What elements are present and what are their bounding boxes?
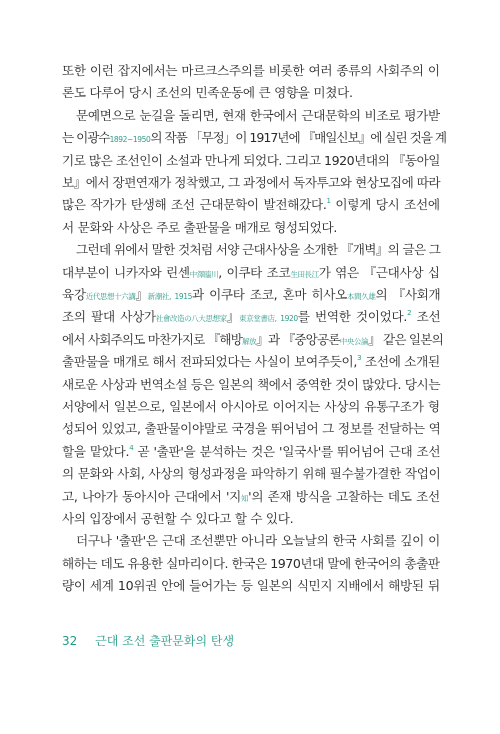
text-run: 』 [135,287,148,302]
text-line [62,463,440,485]
text-run: 사의 입장에서 공헌할 수 있다고 할 수 있다. [62,511,294,526]
text-line [62,194,440,216]
inline-annotation: 東京堂書店, 1920 [239,314,298,324]
footnote-marker: 3 [357,354,362,363]
text-run: 해하는 데도 유용한 실마리이다. 한국은 1970년대 말에 한국어의 총출판 [62,555,440,571]
text-line [62,508,293,530]
text-run: 그런데 위에서 말한 것처럼 서양 근대사상을 소개한 『개벽』의 글은 그 [76,242,441,258]
text-run: 의 문화와 사회, 사상의 형성과정을 파악하기 위해 필수불가결한 작업이 [62,466,441,482]
text-line [62,172,440,194]
page-number: 32 [62,634,78,648]
text-line [62,82,353,104]
inline-annotation: 近代思想十六講 [85,292,136,301]
text-line [62,329,443,351]
text-run: 기로 많은 조선인이 소설과 만나게 되었다. 그리고 1920년대의 『동아일 [62,152,440,168]
running-title: 근대 조선 출판문화의 탄생 [95,634,235,648]
text-run: 의 『사회개 [375,287,441,302]
text-run: 는 이광수 [62,130,110,146]
text-run: 곧 '출판'을 분석하는 것은 '일국사'를 뛰어넘어 근대 조선 [133,443,441,459]
text-line [62,575,440,597]
text-line [62,396,440,418]
text-run: 량이 세계 10위권 안에 들어가는 등 일본의 식민지 지배에서 해방된 뒤 [62,578,440,594]
inline-annotation: 新潮社, 1915 [147,292,192,301]
text-run: 출판물을 매개로 해서 전파되었다는 사실이 보여주듯이, [62,354,358,370]
footnote-marker: 1 [326,197,331,206]
inline-annotation: 中澤臨川 [189,269,219,279]
text-run: 육강 [62,287,86,302]
text-run: 의 작품 「무정」이 1917년에 『매일신보』에 실린 것을 계 [150,130,447,146]
text-run: 』 [226,309,240,325]
text-line [62,441,440,463]
text-run: 서 문화와 사상은 주로 출판물을 매개로 형성되었다. [62,219,338,235]
text-run: 에서 사회주의도 마찬가지로 『해방 [62,331,243,347]
footnote-marker: 2 [407,309,412,318]
text-line [62,418,440,440]
text-line [62,150,440,172]
text-run: 』과 『중앙공론 [256,331,340,347]
text-run: 고, 나아가 동아시아 근대에서 '지 [62,488,242,504]
inline-annotation: 中央公論 [339,336,369,346]
text-line [76,530,440,552]
text-line [76,105,440,127]
text-run: 문예면으로 눈길을 돌리면, 현재 한국에서 근대문학의 비조로 평가받 [76,107,440,123]
text-run: , 이쿠타 조코 [218,264,291,280]
text-line [62,127,446,149]
text-run: 가 엮은 『근대사상 십 [318,264,440,280]
text-run: 대부분이 니카자와 린센 [62,264,190,280]
inline-annotation: 本間久雄 [347,292,376,301]
text-run: 서양에서 일본으로, 일본에서 아시아로 이어지는 사상의 유통구조가 형 [62,399,440,414]
text-run: 또한 이런 잡지에서는 마르크스주의를 비롯한 여러 종류의 사회주의 이 [62,63,440,78]
text-line [62,553,440,575]
text-run: 과 이쿠타 조코, 혼마 히사오 [192,287,348,302]
text-run: 보』에서 장편연재가 정착했고, 그 과정에서 독자투고와 현상모집에 따라 [62,175,441,190]
text-run: 새로운 사상과 번역소설 등은 일본의 책에서 중역한 것이 많았다. 당시는 [62,376,441,392]
text-run: 더구나 '출판'은 근대 조선뿐만 아니라 오늘날의 한국 사회를 깊이 이 [76,533,441,549]
text-line [62,486,440,508]
page-footer [62,632,234,650]
inline-annotation: 生田長江 [290,269,319,279]
text-run: 』 같은 일본의 [368,331,443,347]
text-run: 론도 다루어 당시 조선의 민족운동에 큰 영향을 미쳤다. [62,85,353,101]
inline-annotation: 解放 [242,336,257,346]
text-run: '의 존재 방식을 고찰하는 데도 조선 [248,488,440,504]
text-line [62,284,440,306]
text-run: 를 번역한 것이었다. [297,309,408,325]
text-line [62,306,440,328]
text-run: 성되어 있었고, 출판물이야말로 국경을 뛰어넘어 그 정보를 전달하는 역 [62,421,441,437]
text-line [62,262,440,284]
text-run: 할을 맡았다. [62,443,130,459]
text-line [62,374,440,396]
text-run: 조선 [411,309,441,325]
text-line [62,217,337,239]
inline-annotation: 社會改造の八大思想家 [155,314,227,324]
footnote-marker: 4 [129,443,134,452]
inline-annotation: 1892~1950 [109,135,151,145]
text-run: 조의 팔대 사상가 [62,309,156,325]
text-line [62,60,440,82]
inline-annotation: 知 [241,493,249,503]
text-line [76,239,440,261]
text-run: 이렇게 당시 조선에 [330,197,440,213]
text-run: 조선에 소개된 [361,354,440,370]
text-run: 많은 작가가 탄생해 조선 근대문학이 발전해갔다. [62,197,327,213]
text-line [62,351,440,373]
